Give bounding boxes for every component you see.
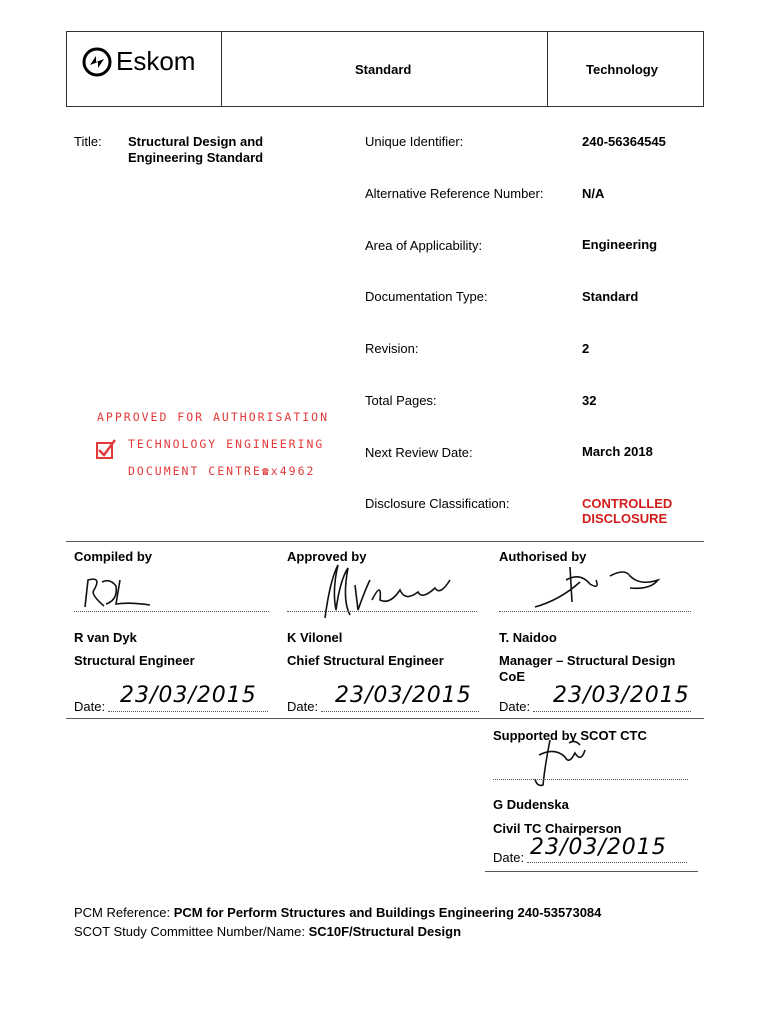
stamp-line3	[128, 464, 315, 478]
section-divider	[66, 718, 704, 719]
division-header: Technology	[586, 62, 658, 77]
date-line	[527, 861, 687, 863]
handwritten-date: 23/03/2015	[120, 683, 257, 708]
compiled-by-label: Compiled by	[74, 549, 153, 564]
signatory-position: Structural Engineer	[74, 653, 195, 668]
signature-authorised	[530, 562, 670, 612]
signature-line	[493, 778, 688, 780]
signature-line	[74, 610, 269, 612]
signature-compiled	[80, 572, 160, 612]
signature-line	[499, 610, 691, 612]
field-label: Total Pages:	[365, 393, 437, 408]
title-label: Title:	[74, 134, 102, 149]
field-value: 32	[582, 393, 597, 408]
pcm-reference	[74, 905, 601, 920]
disclosure-value-line2: DISCLOSURE	[582, 511, 668, 526]
signatory-name: K Vilonel	[287, 630, 343, 645]
date-label: Date:	[287, 699, 319, 714]
doc-title-line2: Engineering Standard	[128, 150, 264, 165]
field-value: 2	[582, 341, 590, 356]
eskom-logo	[82, 46, 195, 77]
doc-title-line1: Structural Design and	[128, 134, 264, 149]
signatory-position: Civil TC Chairperson	[493, 821, 622, 836]
field-value: Standard	[582, 289, 639, 304]
signatory-name: G Dudenska	[493, 797, 569, 812]
section-divider	[66, 541, 704, 542]
pcm-reference-label: PCM Reference:	[74, 905, 171, 920]
disclosure-value-line1: CONTROLLED	[582, 496, 673, 511]
field-label: Unique Identifier:	[365, 134, 464, 149]
authorised-by-label: Authorised by	[499, 549, 587, 564]
field-label: Next Review Date:	[365, 445, 473, 460]
field-label: Alternative Reference Number:	[365, 186, 544, 201]
date-line	[321, 710, 479, 712]
handwritten-date: 23/03/2015	[335, 683, 472, 708]
scot-reference	[74, 924, 461, 939]
field-value: N/A	[582, 186, 605, 201]
stamp-line1: APPROVED FOR AUTHORISATION	[97, 410, 330, 424]
signatory-position: Chief Structural Engineer	[287, 653, 444, 668]
approved-by-label: Approved by	[287, 549, 367, 564]
field-label: Revision:	[365, 341, 419, 356]
header-divider	[547, 31, 548, 107]
handwritten-date: 23/03/2015	[553, 683, 690, 708]
field-label: Area of Applicability:	[365, 238, 483, 253]
eskom-emblem-icon	[82, 47, 112, 77]
date-label: Date:	[74, 699, 106, 714]
signature-line	[287, 610, 477, 612]
field-label: Documentation Type:	[365, 289, 488, 304]
doc-type-header: Standard	[355, 62, 412, 77]
header-divider	[221, 31, 222, 107]
pcm-reference-value: PCM for Perform Structures and Buildings Engineering 240-53573084	[173, 905, 602, 920]
handwritten-date: 23/03/2015	[530, 835, 667, 860]
scot-reference-value: SC10F/Structural Design	[308, 924, 462, 939]
signature-approved	[310, 560, 460, 622]
phone-icon: ☎	[261, 464, 271, 478]
field-value: 240-56364545	[582, 134, 666, 149]
signatory-position: Manager – Structural Design	[499, 653, 676, 668]
date-label: Date:	[493, 850, 525, 865]
signatory-name: R van Dyk	[74, 630, 137, 645]
signatory-name: T. Naidoo	[499, 630, 557, 645]
field-value: Engineering	[582, 237, 658, 252]
field-value: March 2018	[582, 444, 653, 459]
disclosure-label: Disclosure Classification:	[365, 496, 510, 511]
logo-wordmark: Eskom	[116, 46, 196, 76]
stamp-line2: TECHNOLOGY ENGINEERING	[128, 437, 325, 451]
stamp-line3-text: DOCUMENT CENTRE	[128, 464, 262, 478]
date-line	[533, 710, 691, 712]
date-line	[108, 710, 268, 712]
stamp-extension: x4962	[270, 464, 316, 478]
date-label: Date:	[499, 699, 531, 714]
checkbox-checked-icon	[95, 438, 117, 465]
signature-supported	[525, 735, 595, 790]
section-divider	[485, 871, 698, 872]
signatory-position-line2: CoE	[499, 669, 525, 684]
supported-by-label: Supported by SCOT CTC	[493, 728, 647, 743]
scot-reference-label: SCOT Study Committee Number/Name:	[74, 924, 305, 939]
